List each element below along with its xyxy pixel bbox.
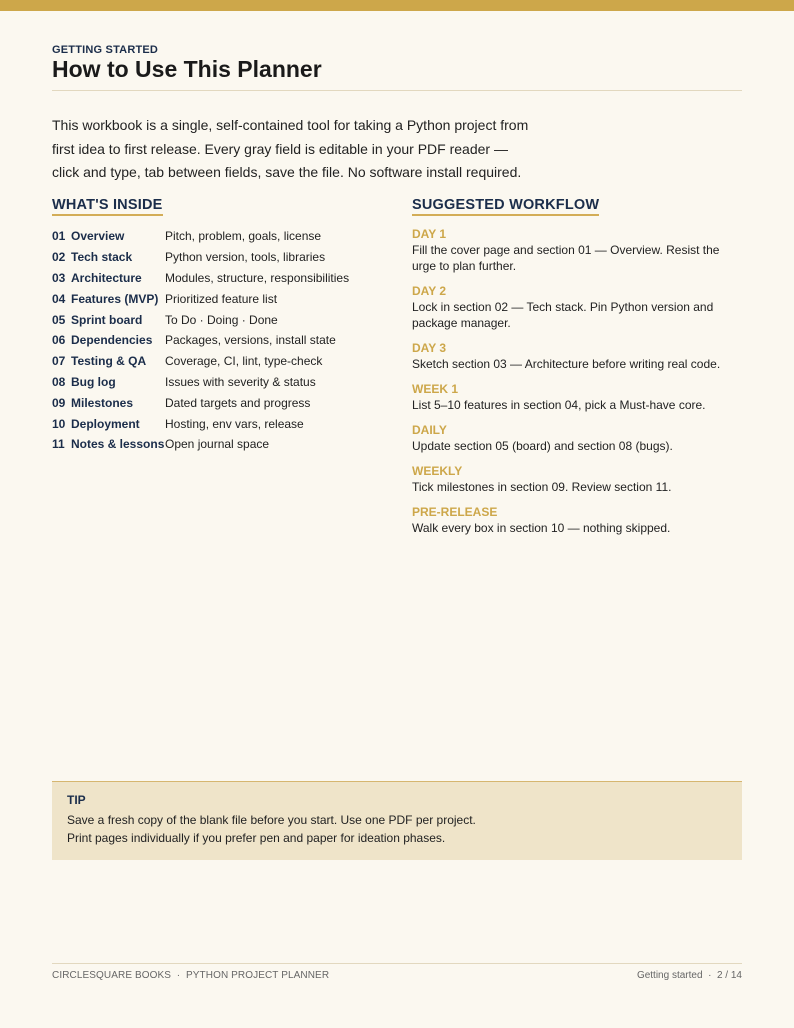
workflow-list <box>412 226 742 545</box>
contents-item-description: Open journal space <box>165 437 270 452</box>
page-title: How to Use This Planner <box>52 56 322 82</box>
contents-item-description: To Do · Doing · Done <box>165 312 278 327</box>
workflow-step-text: Sketch section 03 — Architecture before writing real code. <box>412 357 721 371</box>
workflow-step-label: DAY 2 <box>412 284 447 298</box>
contents-item <box>52 351 392 372</box>
workflow-step-label: DAY 1 <box>412 227 447 241</box>
tip-callout <box>52 781 742 860</box>
contents-item-name: Architecture <box>71 270 142 285</box>
contents-item-number: 08 <box>52 374 66 389</box>
workflow-step <box>412 504 742 536</box>
contents-item-name: Overview <box>71 229 125 244</box>
tip-text: Save a fresh copy of the blank file before you start. Use one PDF per project. <box>67 813 476 827</box>
contents-item-number: 01 <box>52 229 66 244</box>
contents-list <box>52 226 392 455</box>
footer-publisher: CIRCLESQUARE BOOKS · PYTHON PROJECT PLANNER <box>52 970 330 981</box>
contents-item-number: 05 <box>52 312 66 327</box>
contents-item <box>52 392 392 413</box>
section-eyebrow: GETTING STARTED <box>52 44 159 56</box>
whats-inside-heading: WHAT'S INSIDE <box>52 197 163 216</box>
top-accent-band <box>0 0 794 11</box>
workflow-step <box>412 283 742 331</box>
workflow-step-text: List 5–10 features in section 04, pick a Must-have core. <box>412 398 706 412</box>
workflow-step-text: package manager. <box>412 316 511 330</box>
contents-item-description: Issues with severity & status <box>165 374 316 389</box>
suggested-workflow-heading: SUGGESTED WORKFLOW <box>412 197 599 216</box>
footer-divider <box>52 963 742 964</box>
contents-item <box>52 434 392 455</box>
workflow-step <box>412 422 742 454</box>
contents-item-name: Features (MVP) <box>71 291 159 306</box>
workflow-step-text: Tick milestones in section 09. Review section 11. <box>412 480 672 494</box>
contents-item-number: 09 <box>52 395 66 410</box>
contents-item-description: Python version, tools, libraries <box>165 250 326 265</box>
contents-item <box>52 288 392 309</box>
contents-item-number: 06 <box>52 333 66 348</box>
contents-item-number: 07 <box>52 354 66 369</box>
tip-text: Print pages individually if you prefer pen and paper for ideation phases. <box>67 831 446 845</box>
contents-item-description: Coverage, CI, lint, type-check <box>165 354 323 369</box>
tip-label: TIP <box>67 793 86 807</box>
contents-item-description: Packages, versions, install state <box>165 333 336 348</box>
contents-item <box>52 413 392 434</box>
workflow-step-label: WEEK 1 <box>412 382 459 396</box>
contents-item-description: Pitch, problem, goals, license <box>165 229 322 244</box>
contents-item-description: Dated targets and progress <box>165 395 311 410</box>
contents-item <box>52 247 392 268</box>
footer-page-indicator: Getting started · 2 / 14 <box>636 970 742 981</box>
contents-item-description: Prioritized feature list <box>165 291 278 306</box>
contents-item-number: 10 <box>52 416 66 431</box>
workflow-step <box>412 463 742 495</box>
contents-item <box>52 330 392 351</box>
workflow-step-text: urge to plan further. <box>412 259 517 273</box>
intro-line: click and type, tab between fields, save the file. No software install required. <box>52 164 522 180</box>
contents-item-name: Testing & QA <box>71 354 147 369</box>
workflow-step-label: DAY 3 <box>412 341 447 355</box>
workflow-step-text: Update section 05 (board) and section 08 (bugs). <box>412 439 673 453</box>
intro-line: This workbook is a single, self-contained tool for taking a Python project from <box>52 117 529 133</box>
contents-item <box>52 226 392 247</box>
contents-item-description: Hosting, env vars, release <box>165 416 304 431</box>
contents-item-number: 11 <box>52 437 65 452</box>
workflow-step-text: Fill the cover page and section 01 — Overview. Resist the <box>412 243 720 257</box>
workflow-step <box>412 340 742 372</box>
contents-item-number: 03 <box>52 270 66 285</box>
workflow-step <box>412 381 742 413</box>
contents-item-description: Modules, structure, responsibilities <box>165 270 350 285</box>
contents-item-number: 02 <box>52 250 66 265</box>
workflow-step-label: WEEKLY <box>412 464 463 478</box>
contents-item <box>52 309 392 330</box>
workflow-step-text: Walk every box in section 10 — nothing skipped. <box>412 521 671 535</box>
contents-item <box>52 268 392 289</box>
workflow-step-text: Lock in section 02 — Tech stack. Pin Python version and <box>412 300 714 314</box>
contents-item-name: Bug log <box>71 374 116 389</box>
contents-item-name: Notes & lessons <box>71 437 165 452</box>
workflow-step-label: DAILY <box>412 423 447 437</box>
contents-item-number: 04 <box>52 291 66 306</box>
contents-item-name: Dependencies <box>71 333 153 348</box>
intro-paragraph <box>52 114 529 185</box>
workflow-step-label: PRE-RELEASE <box>412 505 498 519</box>
contents-item-name: Milestones <box>71 395 134 410</box>
intro-line: first idea to first release. Every gray field is editable in your PDF reader — <box>52 140 508 157</box>
contents-item-name: Deployment <box>71 416 140 431</box>
title-divider <box>52 90 742 91</box>
contents-item <box>52 372 392 393</box>
contents-item-name: Tech stack <box>71 250 133 265</box>
workflow-step <box>412 226 742 274</box>
contents-item-name: Sprint board <box>71 312 143 327</box>
